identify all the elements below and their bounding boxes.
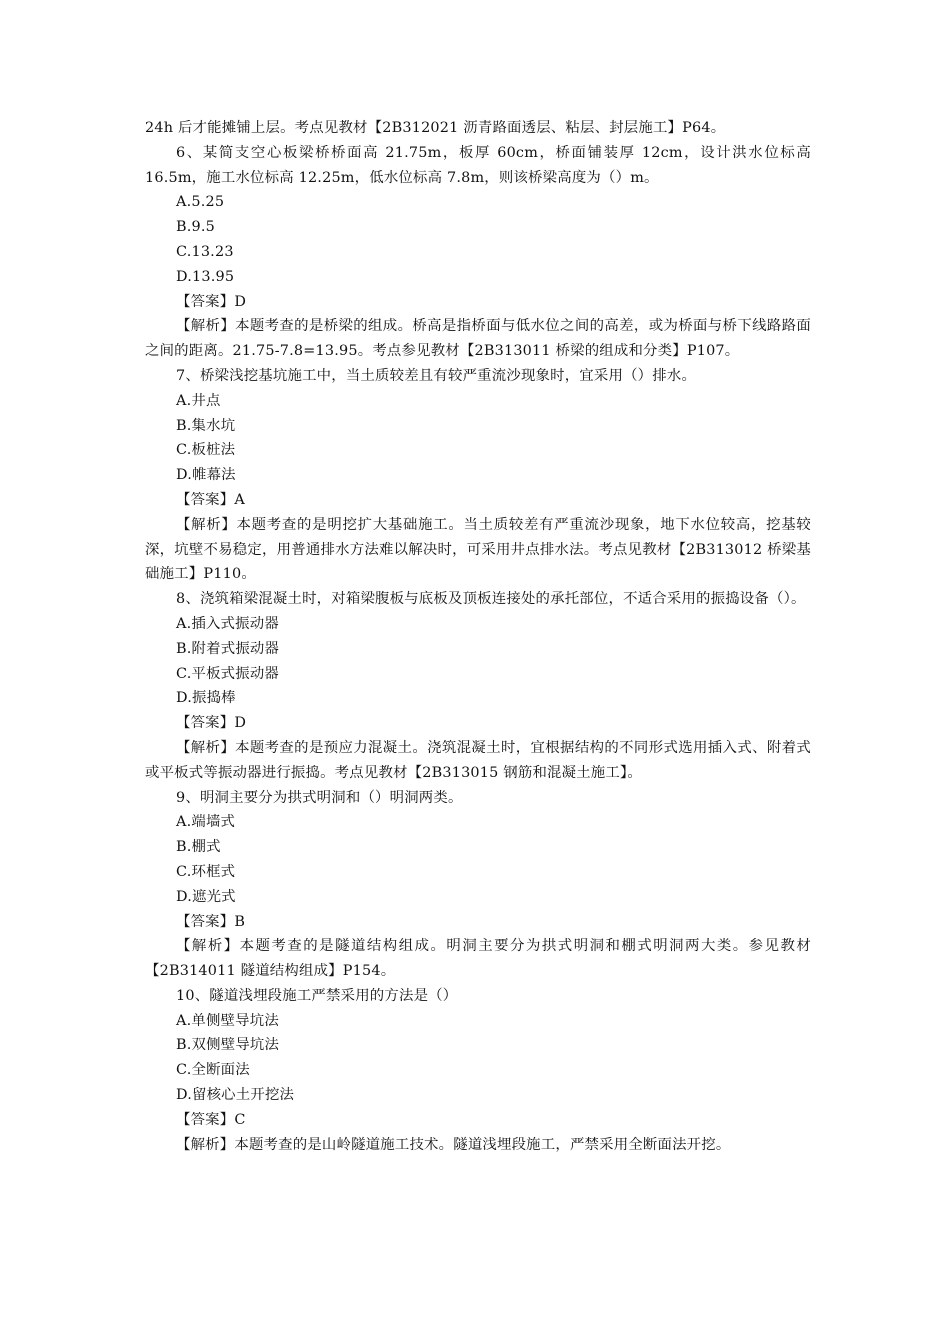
paragraph-continuation: 24h 后才能摊铺上层。考点见教材【2B312021 沥青路面透层、粘层、封层施工】P64。 [145, 120, 726, 136]
question-9: 9、明洞主要分为拱式明洞和（）明洞两类。 [176, 789, 463, 806]
question-10-option-d: D.留核心土开挖法 [176, 1087, 295, 1104]
question-7-option-a: A.井点 [176, 392, 221, 409]
question-9-option-b: B.棚式 [176, 839, 221, 856]
question-8-option-d: D.振捣棒 [176, 690, 236, 707]
question-6-option-b: B.9.5 [176, 219, 216, 236]
question-8: 8、浇筑箱梁混凝土时，对箱梁腹板与底板及顶板连接处的承托部位，不适合采用的振捣设备（）。 [176, 591, 806, 608]
question-8-option-b: B.附着式振动器 [176, 640, 280, 657]
question-10-option-a: A.单侧壁导坑法 [176, 1012, 279, 1029]
question-7-option-d: D.帷幕法 [176, 467, 236, 484]
question-9-explanation: 【解析】本题考查的是隧道结构组成。明洞主要分为拱式明洞和棚式明洞两大类。参见教材【2B314011 隧道结构组成】P154。 [145, 938, 811, 980]
question-7-option-b: B.集水坑 [176, 417, 236, 434]
question-6-answer: 【答案】D [176, 293, 247, 310]
question-6-explanation: 【解析】本题考查的是桥梁的组成。桥高是指桥面与低水位之间的高差，或为桥面与桥下线路路面之间的距离。21.75-7.8=13.95。考点参见教材【2B313011 桥梁的组成和分类】P107。 [145, 318, 811, 360]
question-6: 6、某简支空心板梁桥桥面高 21.75m，板厚 60cm，桥面铺装厚 12cm，设计洪水位标高 16.5m，施工水位标高 12.25m，低水位标高 7.8m，则该桥梁高度为（）m。 [145, 144, 811, 186]
question-8-explanation: 【解析】本题考查的是预应力混凝土。浇筑混凝土时，宜根据结构的不同形式选用插入式、附着式或平板式等振动器进行振捣。考点见教材【2B313015 钢筋和混凝土施工】。 [145, 739, 811, 781]
question-8-option-a: A.插入式振动器 [176, 615, 279, 632]
question-6-option-d: D.13.95 [176, 268, 235, 285]
question-9-answer: 【答案】B [176, 913, 246, 930]
question-7-option-c: C.板桩法 [176, 442, 236, 459]
question-6-option-a: A.5.25 [176, 194, 225, 211]
question-10: 10、隧道浅埋段施工严禁采用的方法是（） [176, 987, 458, 1004]
question-7-answer: 【答案】A [176, 491, 245, 508]
question-8-option-c: C.平板式振动器 [176, 665, 280, 682]
question-9-option-d: D.遮光式 [176, 888, 236, 905]
question-10-answer: 【答案】C [176, 1111, 246, 1128]
question-10-explanation: 【解析】本题考查的是山岭隧道施工技术。隧道浅埋段施工，严禁采用全断面法开挖。 [176, 1136, 731, 1153]
question-9-option-a: A.端墙式 [176, 814, 236, 831]
question-10-option-b: B.双侧壁导坑法 [176, 1037, 280, 1054]
document-page [145, 116, 811, 1157]
question-7-explanation: 【解析】本题考查的是明挖扩大基础施工。当土质较差有严重流沙现象，地下水位较高，挖基较深，坑壁不易稳定，用普通排水方法难以解决时，可采用井点排水法。考点见教材【2B313012 桥梁基础施工】P110。 [145, 516, 811, 583]
question-7: 7、桥梁浅挖基坑施工中，当土质较差且有较严重流沙现象时，宜采用（）排水。 [176, 367, 697, 384]
question-9-option-c: C.环框式 [176, 863, 236, 880]
question-6-option-c: C.13.23 [176, 243, 234, 260]
question-10-option-c: C.全断面法 [176, 1062, 250, 1079]
question-8-answer: 【答案】D [176, 715, 247, 732]
